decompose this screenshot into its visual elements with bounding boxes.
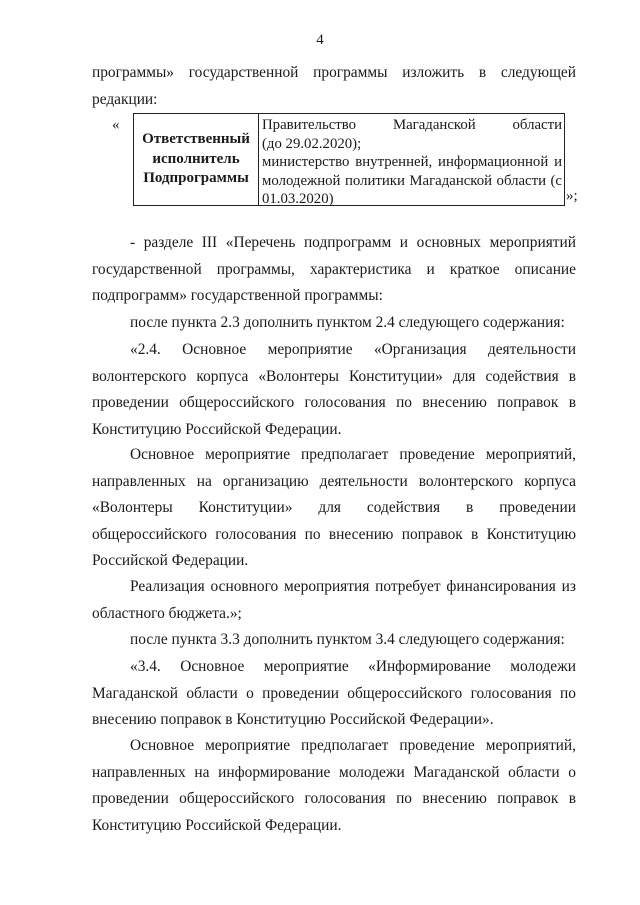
table-quote-open: « <box>112 117 120 133</box>
paragraph-after-2-3: после пункта 2.3 дополнить пунктом 2.4 следующего содержания: <box>130 314 565 331</box>
paragraph-funding: Реализация основного мероприятия потребует финансирования из областного бюджета.»; <box>92 578 576 622</box>
table-value-line2: (до 29.02.2020); <box>262 135 362 152</box>
table-value-line1: Правительство Магаданской области <box>262 117 562 133</box>
paragraph-activity-2-4: Основное мероприятие предполагает проведение мероприятий, направленных на организацию деятельности волонтерского корпуса «Волонтеры Конституции» для содействия в проведении общероссийского голосования по внесению поправок в Конституцию Российской Федерации. <box>92 446 576 570</box>
page-number: 4 <box>316 32 324 48</box>
paragraph-activity-3-4: Основное мероприятие предполагает проведение мероприятий, направленных на информирование молодежи Магаданской области о проведении общероссийского голосования по внесению поправок в Конституцию Российской Федерации. <box>92 737 576 834</box>
responsible-table <box>133 113 565 206</box>
table-value-line3: министерство внутренней, информационной и молодежной политики Магаданской области (с 01.03.2020) <box>262 154 562 208</box>
paragraph-section-3: - разделе III «Перечень подпрограмм и основных мероприятий государственной программы, характеристика и краткое описание подпрограмм» государственной программы: <box>92 234 576 305</box>
intro-paragraph: программы» государственной программы изложить в следующей редакции: <box>92 64 576 108</box>
table-value-cell <box>259 114 564 208</box>
paragraph-item-3-4: «3.4. Основное мероприятие «Информирование молодежи Магаданской области о проведении общероссийского голосования по внесению поправок в Конституцию Российской Федерации». <box>92 658 576 729</box>
paragraph-after-3-3: после пункта 3.3 дополнить пунктом 3.4 следующего содержания: <box>130 631 565 648</box>
table-quote-close: »; <box>566 188 578 204</box>
paragraph-item-2-4: «2.4. Основное мероприятие «Организация деятельности волонтерского корпуса «Волонтеры Конституции» для содействия в проведении общероссийского голосования по внесению поправок в Конституцию Российской Федерации. <box>92 341 576 438</box>
table-label-cell: Ответственный исполнитель Подпрограммы <box>134 114 259 205</box>
